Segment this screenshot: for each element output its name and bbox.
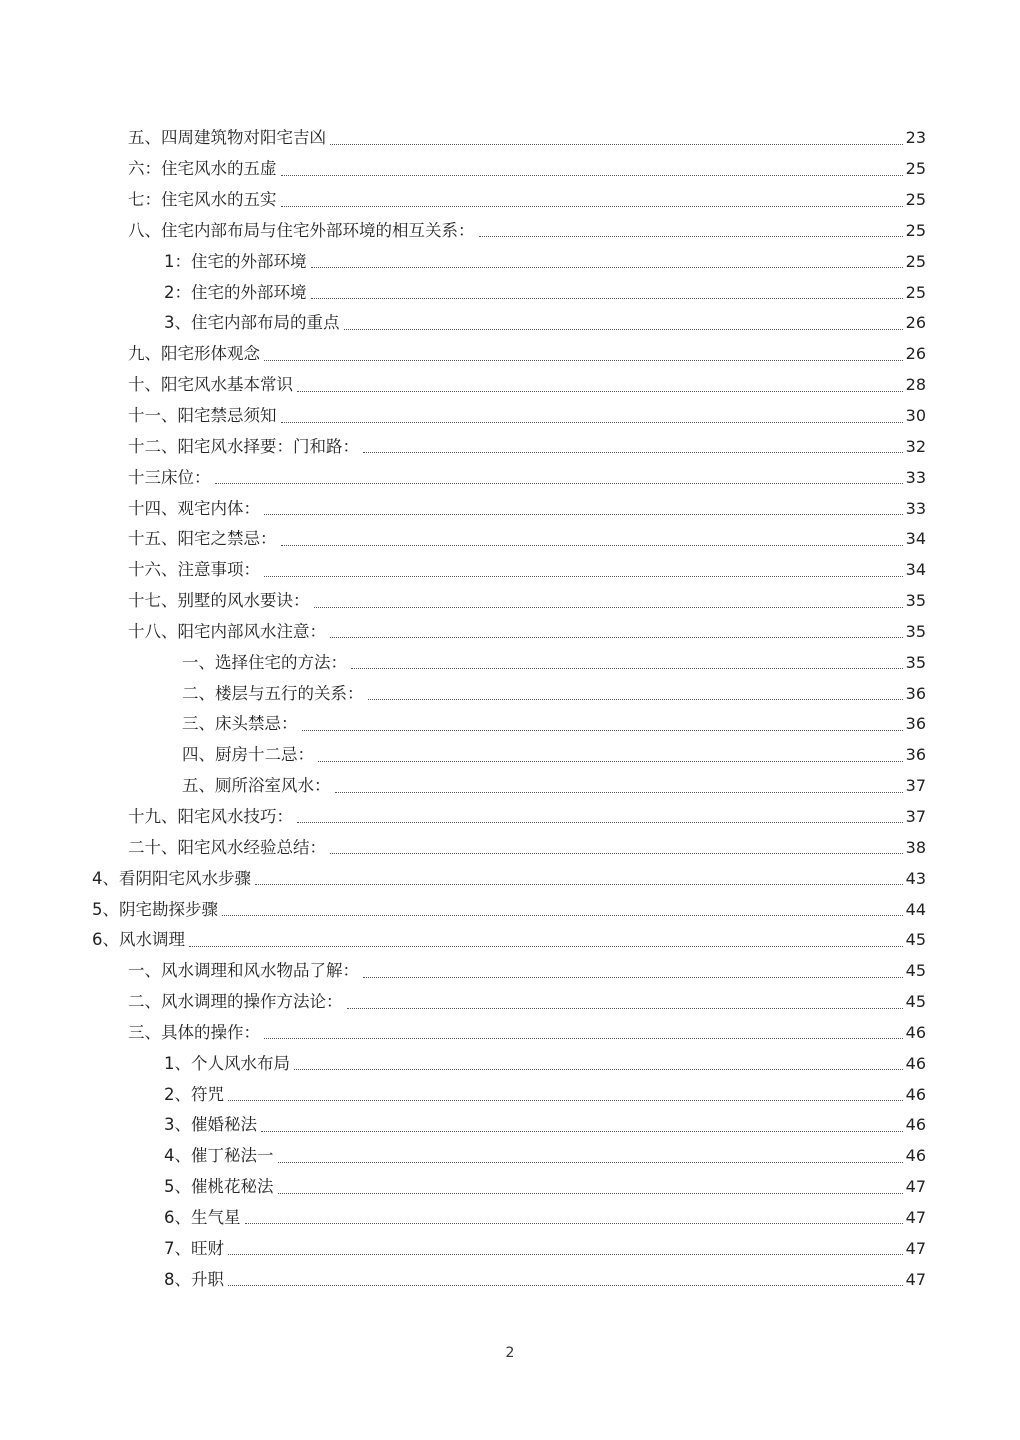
toc-entry[interactable] xyxy=(0,277,1020,308)
toc-dot-leader xyxy=(311,298,903,299)
toc-entry-page-number: 47 xyxy=(905,1177,926,1197)
toc-entry-label: 8、升职 xyxy=(164,1269,224,1289)
toc-dot-leader xyxy=(302,730,903,731)
toc-entry[interactable] xyxy=(0,1017,1020,1048)
toc-entry-label: 十三床位： xyxy=(128,467,211,487)
toc-entry-label: 三、床头禁忌： xyxy=(182,714,298,734)
toc-dot-leader xyxy=(335,792,903,793)
toc-entry[interactable] xyxy=(0,1079,1020,1110)
toc-entry-label: 十五、阳宅之禁忌： xyxy=(128,529,277,549)
toc-entry[interactable] xyxy=(0,216,1020,247)
toc-entry-page-number: 37 xyxy=(905,806,926,826)
toc-entry[interactable] xyxy=(0,1141,1020,1172)
toc-dot-leader xyxy=(189,946,903,947)
toc-entry[interactable] xyxy=(0,832,1020,863)
toc-entry-page-number: 32 xyxy=(905,436,926,456)
toc-dot-leader xyxy=(330,144,903,145)
toc-entry-label: 一、风水调理和风水物品了解： xyxy=(128,961,359,981)
toc-entry-label: 十七、别墅的风水要诀： xyxy=(128,591,310,611)
toc-entry[interactable] xyxy=(0,586,1020,617)
toc-entry-label: 一、选择住宅的方法： xyxy=(182,652,347,672)
toc-entry-label: 7、旺财 xyxy=(164,1238,224,1258)
toc-entry-label: 七：住宅风水的五实 xyxy=(128,190,277,210)
toc-entry-label: 十、阳宅风水基本常识 xyxy=(128,375,293,395)
toc-entry[interactable] xyxy=(0,678,1020,709)
toc-entry-label: 2、符咒 xyxy=(164,1084,224,1104)
toc-entry[interactable] xyxy=(0,863,1020,894)
toc-entry[interactable] xyxy=(0,431,1020,462)
toc-entry[interactable] xyxy=(0,1203,1020,1234)
toc-entry-page-number: 45 xyxy=(905,992,926,1012)
toc-entry-label: 6、风水调理 xyxy=(92,930,185,950)
toc-entry-page-number: 33 xyxy=(905,498,926,518)
toc-entry-page-number: 35 xyxy=(905,621,926,641)
toc-entry[interactable] xyxy=(0,987,1020,1018)
toc-dot-leader xyxy=(330,853,903,854)
toc-entry[interactable] xyxy=(0,956,1020,987)
toc-entry[interactable] xyxy=(0,771,1020,802)
toc-dot-leader xyxy=(351,668,903,669)
toc-entry[interactable] xyxy=(0,617,1020,648)
toc-entry-page-number: 34 xyxy=(905,529,926,549)
toc-entry-page-number: 26 xyxy=(905,344,926,364)
toc-dot-leader xyxy=(278,1162,903,1163)
toc-entry[interactable] xyxy=(0,709,1020,740)
toc-entry-label: 三、具体的操作： xyxy=(128,1022,260,1042)
toc-dot-leader xyxy=(264,576,903,577)
toc-entry[interactable] xyxy=(0,1048,1020,1079)
toc-entry-page-number: 35 xyxy=(905,591,926,611)
toc-dot-leader xyxy=(363,977,903,978)
toc-dot-leader xyxy=(264,360,903,361)
toc-entry[interactable] xyxy=(0,555,1020,586)
toc-dot-leader xyxy=(347,1008,903,1009)
toc-dot-leader xyxy=(264,1038,903,1039)
toc-entry-label: 十八、阳宅内部风水注意： xyxy=(128,621,326,641)
toc-entry-label: 十六、注意事项： xyxy=(128,560,260,580)
toc-entry[interactable] xyxy=(0,925,1020,956)
toc-dot-leader xyxy=(281,545,903,546)
toc-entry-label: 3、催婚秘法 xyxy=(164,1115,257,1135)
toc-entry[interactable] xyxy=(0,1110,1020,1141)
toc-entry[interactable] xyxy=(0,524,1020,555)
toc-entry[interactable] xyxy=(0,740,1020,771)
toc-dot-leader xyxy=(245,1223,903,1224)
toc-entry-page-number: 46 xyxy=(905,1146,926,1166)
toc-entry-page-number: 46 xyxy=(905,1115,926,1135)
toc-entry-label: 十二、阳宅风水择要：门和路： xyxy=(128,436,359,456)
toc-entry[interactable] xyxy=(0,185,1020,216)
toc-entry-page-number: 36 xyxy=(905,683,926,703)
toc-entry-page-number: 47 xyxy=(905,1238,926,1258)
toc-dot-leader xyxy=(318,761,903,762)
toc-entry-page-number: 36 xyxy=(905,745,926,765)
toc-entry[interactable] xyxy=(0,370,1020,401)
toc-entry-page-number: 47 xyxy=(905,1269,926,1289)
toc-dot-leader xyxy=(479,236,903,237)
toc-entry-page-number: 44 xyxy=(905,899,926,919)
toc-entry-label: 5、催桃花秘法 xyxy=(164,1177,274,1197)
toc-dot-leader xyxy=(311,267,903,268)
toc-entry-label: 2：住宅的外部环境 xyxy=(164,282,307,302)
toc-entry-page-number: 25 xyxy=(905,220,926,240)
toc-entry-label: 十一、阳宅禁忌须知 xyxy=(128,406,277,426)
toc-entry[interactable] xyxy=(0,339,1020,370)
toc-dot-leader xyxy=(314,607,903,608)
toc-entry[interactable] xyxy=(0,894,1020,925)
toc-dot-leader xyxy=(255,884,903,885)
toc-entry-label: 3、住宅内部布局的重点 xyxy=(164,313,340,333)
toc-entry-page-number: 34 xyxy=(905,560,926,580)
toc-entry-page-number: 37 xyxy=(905,776,926,796)
toc-entry-page-number: 36 xyxy=(905,714,926,734)
toc-entry-page-number: 46 xyxy=(905,1022,926,1042)
toc-entry[interactable] xyxy=(0,1233,1020,1264)
toc-entry-page-number: 23 xyxy=(905,128,926,148)
toc-dot-leader xyxy=(222,915,903,916)
toc-entry-label: 二、楼层与五行的关系： xyxy=(182,683,364,703)
toc-entry-label: 1：住宅的外部环境 xyxy=(164,251,307,271)
toc-entry-label: 4、看阴阳宅风水步骤 xyxy=(92,868,251,888)
toc-entry[interactable] xyxy=(0,308,1020,339)
toc-dot-leader xyxy=(278,1193,903,1194)
toc-dot-leader xyxy=(363,452,903,453)
toc-entry-page-number: 25 xyxy=(905,282,926,302)
toc-entry[interactable] xyxy=(0,1172,1020,1203)
toc-entry[interactable] xyxy=(0,123,1020,154)
toc-entry[interactable] xyxy=(0,246,1020,277)
toc-entry-label: 六：住宅风水的五虚 xyxy=(128,159,277,179)
toc-entry-page-number: 46 xyxy=(905,1053,926,1073)
toc-entry-page-number: 43 xyxy=(905,868,926,888)
toc-dot-leader xyxy=(297,391,903,392)
toc-entry-label: 4、催丁秘法一 xyxy=(164,1146,274,1166)
toc-entry-page-number: 25 xyxy=(905,190,926,210)
toc-entry-label: 九、阳宅形体观念 xyxy=(128,344,260,364)
toc-entry-label: 五、厕所浴室风水： xyxy=(182,776,331,796)
toc-entry-page-number: 33 xyxy=(905,467,926,487)
toc-dot-leader xyxy=(344,329,903,330)
toc-entry[interactable] xyxy=(0,493,1020,524)
toc-entry[interactable] xyxy=(0,802,1020,833)
toc-dot-leader xyxy=(264,514,903,515)
toc-entry-page-number: 45 xyxy=(905,930,926,950)
toc-entry-label: 1、个人风水布局 xyxy=(164,1053,290,1073)
page-number: 2 xyxy=(505,1345,515,1361)
toc-entry-page-number: 47 xyxy=(905,1207,926,1227)
toc-entry-label: 五、四周建筑物对阳宅吉凶 xyxy=(128,128,326,148)
toc-entry-label: 八、住宅内部布局与住宅外部环境的相互关系： xyxy=(128,220,475,240)
toc-entry-page-number: 25 xyxy=(905,159,926,179)
toc-entry-page-number: 30 xyxy=(905,406,926,426)
toc-entry-page-number: 38 xyxy=(905,837,926,857)
toc-entry[interactable] xyxy=(0,401,1020,432)
toc-entry-label: 二十、阳宅风水经验总结： xyxy=(128,837,326,857)
toc-dot-leader xyxy=(228,1254,903,1255)
toc-dot-leader xyxy=(281,422,903,423)
toc-entry-label: 四、厨房十二忌： xyxy=(182,745,314,765)
toc-entry-page-number: 45 xyxy=(905,961,926,981)
toc-dot-leader xyxy=(228,1100,903,1101)
toc-entry-label: 5、阴宅勘探步骤 xyxy=(92,899,218,919)
toc-entry[interactable] xyxy=(0,647,1020,678)
toc-entry[interactable] xyxy=(0,1264,1020,1295)
toc-dot-leader xyxy=(281,175,903,176)
toc-entry[interactable] xyxy=(0,154,1020,185)
toc-entry-page-number: 46 xyxy=(905,1084,926,1104)
toc-entry-label: 十九、阳宅风水技巧： xyxy=(128,806,293,826)
toc-entry-label: 二、风水调理的操作方法论： xyxy=(128,992,343,1012)
toc-entry-page-number: 25 xyxy=(905,251,926,271)
table-of-contents xyxy=(0,123,1020,1295)
toc-dot-leader xyxy=(294,1069,903,1070)
toc-dot-leader xyxy=(297,822,903,823)
toc-entry-label: 十四、观宅内体： xyxy=(128,498,260,518)
toc-entry-label: 6、生气星 xyxy=(164,1207,241,1227)
toc-entry[interactable] xyxy=(0,462,1020,493)
toc-entry-page-number: 26 xyxy=(905,313,926,333)
toc-dot-leader xyxy=(368,699,903,700)
toc-dot-leader xyxy=(215,483,903,484)
toc-entry-page-number: 35 xyxy=(905,652,926,672)
toc-entry-page-number: 28 xyxy=(905,375,926,395)
toc-dot-leader xyxy=(261,1131,903,1132)
toc-dot-leader xyxy=(330,637,903,638)
toc-dot-leader xyxy=(228,1285,903,1286)
toc-dot-leader xyxy=(281,206,903,207)
